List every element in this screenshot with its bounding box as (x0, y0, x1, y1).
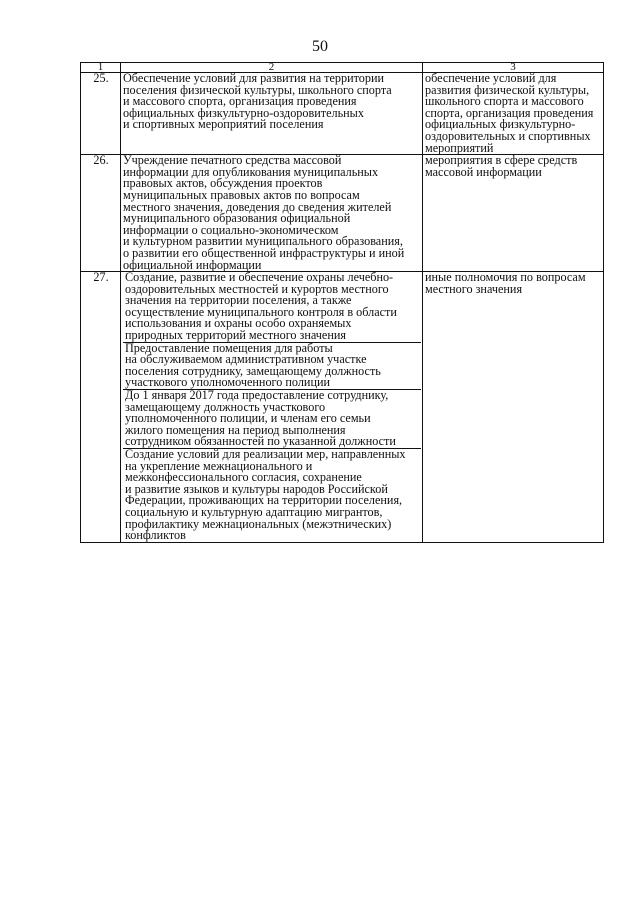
text-line: школьного спорта и массового (425, 94, 584, 109)
text-line: Учреждение печатного средства массовой (123, 153, 342, 168)
text-line: официальных физкультурно-оздоровительных (123, 105, 364, 120)
text-line: профилактику межнациональных (межэтнических) (125, 516, 392, 531)
text-line: муниципального образования официальной (123, 211, 351, 226)
municipal-issue-block (123, 340, 421, 390)
column-header-3: 3 (423, 63, 604, 73)
page-number: 50 (312, 38, 328, 55)
text-line: природных территорий местного значения (125, 328, 346, 343)
text-line: Создание условий для реализации мер, направленных (125, 447, 406, 461)
text-line: информации о социально-экономическом (123, 222, 339, 237)
text-line: Создание, развитие и обеспечение охраны лечебно- (125, 270, 394, 285)
municipal-issue-block (123, 449, 421, 542)
text-line: обеспечение условий для (425, 71, 557, 85)
table-row (81, 155, 604, 272)
municipal-issue-cell (121, 155, 423, 272)
text-line: о развитии его общественной инфраструктуры и иной (123, 245, 405, 260)
text-line: оздоровительных и спортивных (425, 128, 591, 143)
text-line: и массового спорта, организация проведения (123, 94, 357, 109)
text-line: мероприятий (425, 140, 494, 155)
column-header-2: 2 (121, 63, 423, 73)
text-line: мероприятия в сфере средств (425, 153, 578, 168)
text-line: информации для опубликования муниципальных (123, 164, 379, 179)
municipal-issue-block (123, 390, 421, 449)
table-row (81, 272, 604, 543)
text-line: замещающему должность участкового (125, 399, 326, 414)
municipal-issue-block (123, 155, 421, 271)
text-line: участкового уполномоченного полиции (125, 375, 331, 390)
text-line: конфликтов (125, 528, 186, 543)
text-line: поселения сотруднику, замещающему должность (125, 363, 381, 378)
text-line: сотрудником обязанностей по указанной должности (125, 434, 396, 449)
text-line: спорта, организация проведения (425, 105, 594, 120)
text-line: поселения физической культуры, школьного спорта (123, 82, 392, 97)
municipal-issue-block (123, 272, 421, 343)
row-number: 27. (81, 272, 121, 543)
text-line: уполномоченного полиции, и членам его семьи (125, 411, 371, 426)
text-line: местного значения, доведения до сведения жителей (123, 199, 392, 214)
text-line: правовых актов, обсуждения проектов (123, 176, 323, 191)
text-line: социальную и культурную адаптацию мигрантов, (125, 504, 383, 519)
authority-cell (423, 155, 604, 272)
text-line: местного значения (425, 281, 523, 296)
text-line: и культурном развитии муниципального образования, (123, 234, 403, 249)
row-number: 26. (81, 155, 121, 272)
table-row (81, 73, 604, 155)
text-line: официальной информации (123, 257, 262, 272)
text-line: массовой информации (425, 164, 542, 179)
text-line: и развитие языков и культуры народов Российской (125, 481, 388, 496)
text-line: жилого помещения на период выполнения (125, 422, 346, 437)
text-line: Предоставление помещения для работы (125, 340, 333, 355)
municipal-issue-block (123, 73, 421, 131)
text-line: на укрепление межнационального и (125, 458, 313, 473)
competencies-table (80, 62, 604, 543)
text-line: муниципальных правовых актов по вопросам (123, 187, 360, 202)
authority-cell (423, 272, 604, 543)
text-line: До 1 января 2017 года предоставление сотруднику, (125, 388, 389, 403)
text-line: межконфессионального согласия, сохранение (125, 470, 362, 485)
text-line: Федерации, проживающих на территории поселения, (125, 493, 403, 508)
text-line: оздоровительных местностей и курортов местного (125, 281, 389, 296)
text-line: Обеспечение условий для развития на территории (123, 71, 385, 85)
text-line: использования и охраны особо охраняемых (125, 316, 352, 331)
authority-cell (423, 73, 604, 155)
text-line: значения на территории поселения, а также (125, 293, 352, 308)
text-line: и спортивных мероприятий поселения (123, 117, 324, 132)
municipal-issue-cell (121, 272, 423, 543)
row-number: 25. (81, 73, 121, 155)
text-line: на обслуживаемом административном участке (125, 352, 367, 367)
text-line: официальных физкультурно- (425, 117, 576, 132)
municipal-issue-cell (121, 73, 423, 155)
text-line: развития физической культуры, (425, 82, 590, 97)
text-line: осуществление муниципального контроля в области (125, 304, 397, 319)
text-line: иные полномочия по вопросам (425, 270, 586, 285)
column-header-1: 1 (81, 63, 121, 73)
